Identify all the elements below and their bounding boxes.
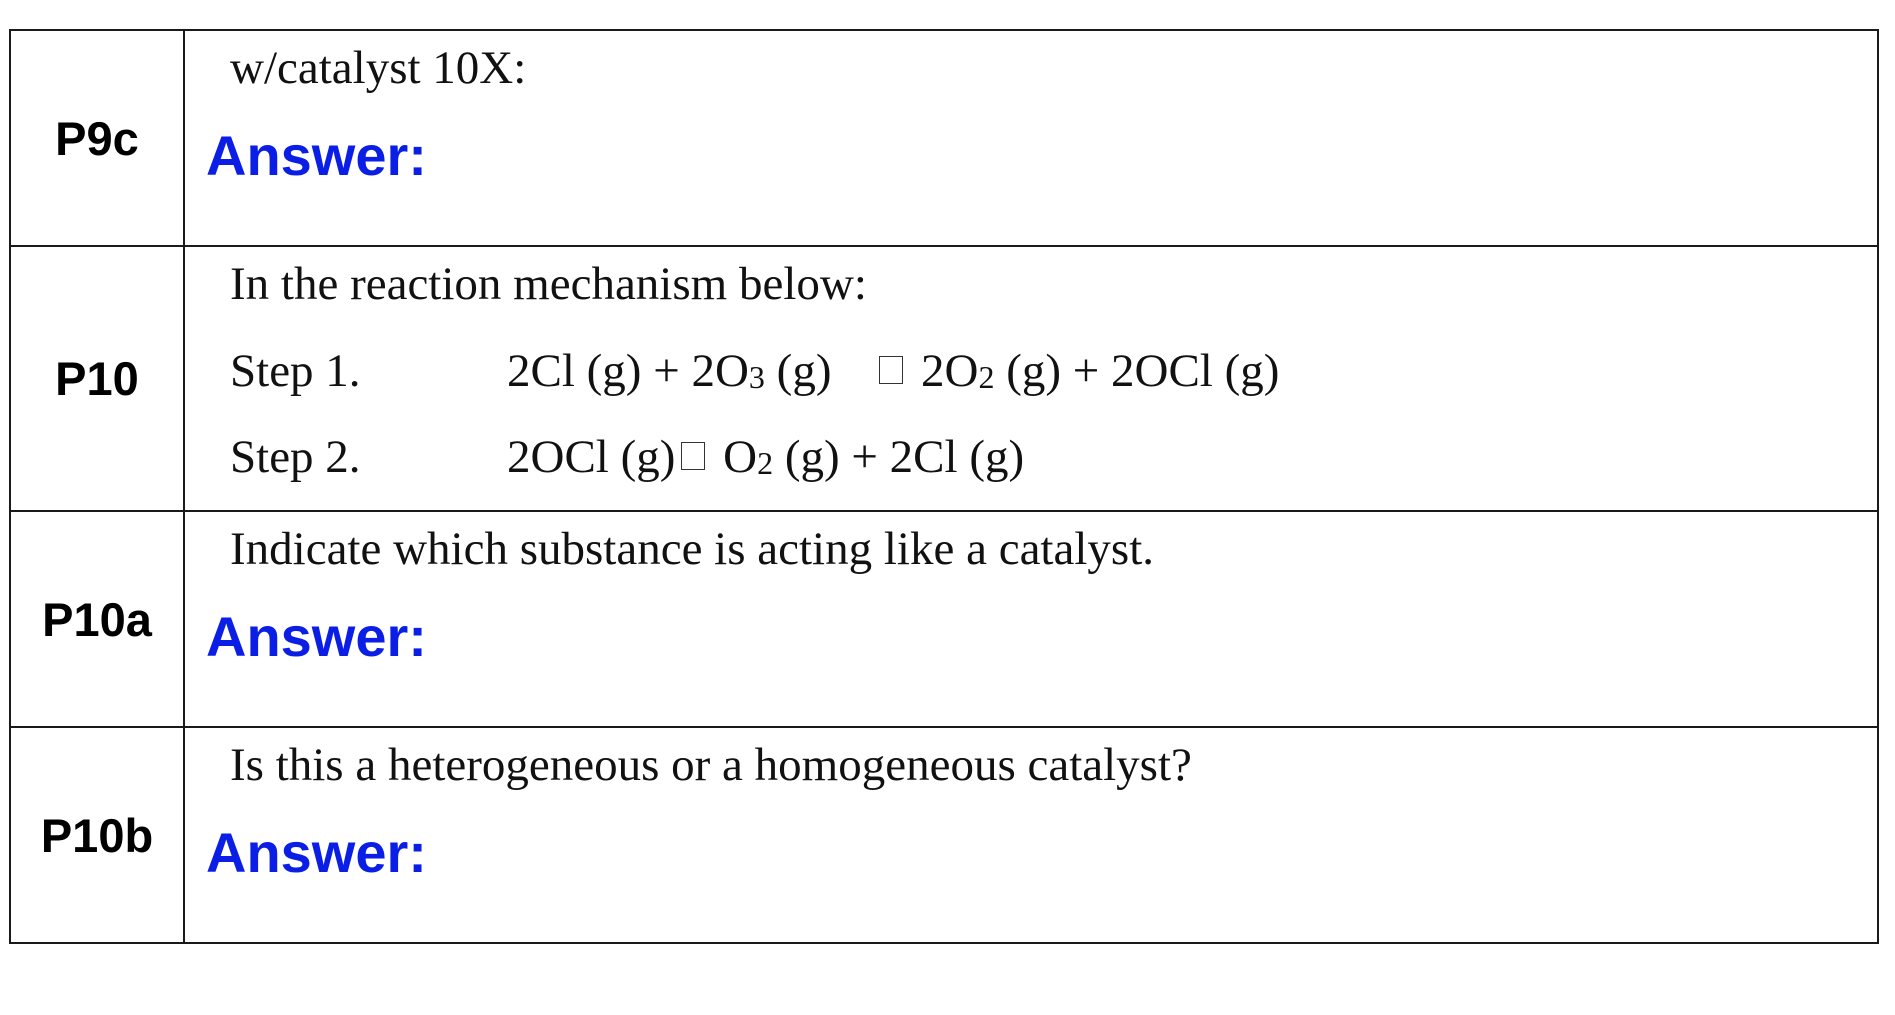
reactants-text: 2OCl (g) [507, 431, 676, 483]
question-id-cell: P9c [10, 30, 184, 246]
subscript: 3 [748, 359, 765, 395]
answer-label: Answer: [206, 821, 427, 884]
products-text: (g) + 2Cl (g) [773, 431, 1025, 483]
table-row [10, 511, 1878, 727]
missing-arrow-glyph-icon [879, 356, 903, 384]
question-id-cell: P10b [10, 727, 184, 943]
subscript: 2 [978, 359, 995, 395]
step-label: Step 1. [230, 345, 361, 397]
table-row [10, 30, 1878, 246]
step-label: Step 2. [230, 431, 361, 483]
products-text: (g) + 2OCl (g) [994, 345, 1280, 397]
question-content-cell [184, 246, 1878, 511]
question-id-cell: P10a [10, 511, 184, 727]
mechanism-step-2 [230, 430, 1024, 484]
question-table [9, 29, 1879, 944]
mechanism-step-1 [230, 344, 1279, 398]
products-text: O [711, 431, 758, 483]
reactants-text: (g) [764, 345, 832, 397]
table-row [10, 246, 1878, 511]
answer-label: Answer: [206, 605, 427, 668]
question-prompt: In the reaction mechanism below: [230, 258, 867, 310]
table-row [10, 727, 1878, 943]
question-id-cell: P10 [10, 246, 184, 511]
question-prompt: Is this a heterogeneous or a homogeneous catalyst? [230, 739, 1192, 791]
question-prompt: Indicate which substance is acting like a catalyst. [230, 523, 1155, 575]
question-content-cell [184, 511, 1878, 727]
products-text: 2O [909, 345, 979, 397]
subscript: 2 [757, 445, 774, 481]
question-content-cell [184, 727, 1878, 943]
question-prompt: w/catalyst 10X: [230, 42, 527, 94]
reactants-text: 2Cl (g) + 2O [507, 345, 749, 397]
missing-arrow-glyph-icon [681, 442, 705, 470]
question-content-cell [184, 30, 1878, 246]
answer-label: Answer: [206, 124, 427, 187]
